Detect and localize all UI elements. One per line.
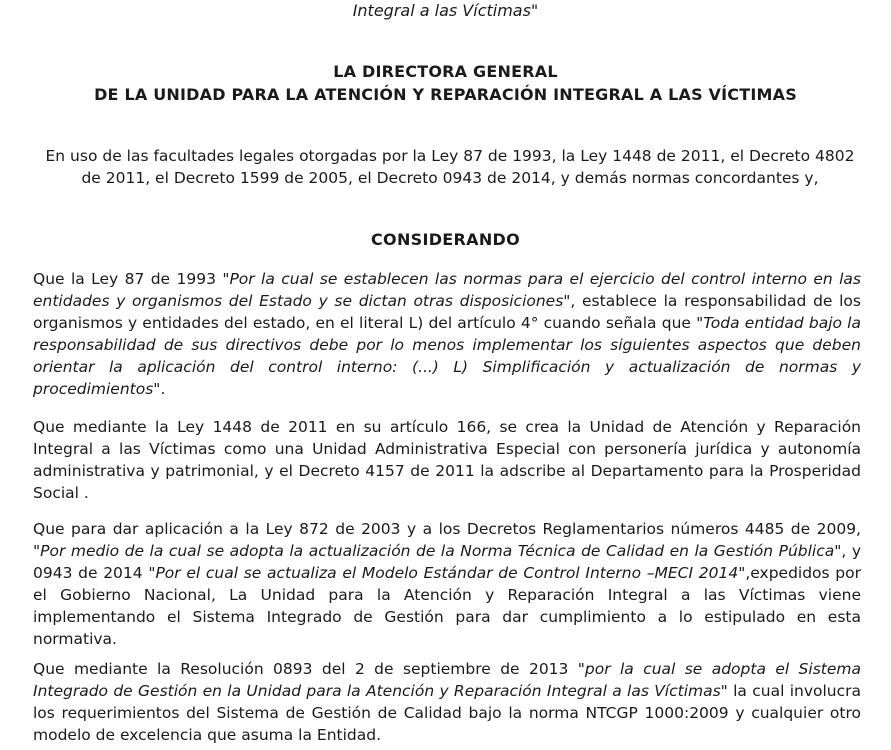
paragraph-3 (33, 518, 861, 650)
paragraph-3-text-a: Que para dar aplicación a la Ley 872 de 2003 y a los Decretos Reglamentarios números 4485 de 2009, (33, 520, 861, 538)
paragraph-1-quote-1: "Por la cual se establecen las normas para el ejercicio del control interno en las entidades y organismos del Estado y se dictan otras disposiciones" (33, 270, 862, 310)
paragraph-1-text-c: , establece la responsabilidad de los organismos y entidades del estado, en el literal L) del artículo 4° cuando señala que (33, 292, 861, 332)
paragraph-1-quote-2: "Toda entidad bajo la responsabilidad de sus directivos debe por lo menos implementar los siguientes aspectos que deben orientar la aplicación del control interno: (...) L) Simplificación y actualización de normas y procedimientos" (33, 314, 861, 398)
header-fragment: Integral a las Víctimas" (352, 1, 539, 20)
title-line-2: DE LA UNIDAD PARA LA ATENCIÓN Y REPARACIÓN INTEGRAL A LAS VÍCTIMAS (94, 85, 797, 104)
paragraph-3-text-e: ,expedidos por el Gobierno Nacional, La Unidad para la Atención y Reparación Integral a las Víctimas viene implementando el Sistema Integrado de Gestión para dar cumplimiento a lo estipulado en esta normativa. (33, 564, 861, 648)
paragraph-1-text-e: . (160, 380, 166, 398)
paragraph-3-quote-1: "Por medio de la cual se adopta la actualización de la Norma Técnica de Calidad en la Gestión Pública" (33, 542, 842, 560)
paragraph-4 (33, 658, 861, 746)
paragraph-3-quote-2: "Por el cual se actualiza el Modelo Estándar de Control Interno –MECI 2014" (148, 564, 746, 582)
paragraph-4-text-a: Que mediante la Resolución 0893 del 2 de septiembre de 2013 (33, 660, 578, 678)
paragraph-3-text-c: , y 0943 de 2014 (33, 542, 861, 582)
paragraph-1-text-a: Que la Ley 87 de 1993 (33, 270, 223, 288)
paragraph-2: Que mediante la Ley 1448 de 2011 en su artículo 166, se crea la Unidad de Atención y Reparación Integral a las Víctimas como una Unidad Administrativa Especial con personería jurídica y autonomía administrativa y patrimonial, y el Decreto 4157 de 2011 la adscribe al Departamento para la Prosperidad Social . (33, 418, 861, 502)
paragraph-4-quote: "por la cual se adopta el Sistema Integrado de Gestión en la Unidad para la Atención y Reparación Integral a las Víctimas" (33, 660, 861, 700)
intro-paragraph: En uso de las facultades legales otorgadas por la Ley 87 de 1993, la Ley 1448 de 2011, el Decreto 4802 de 2011, el Decreto 1599 de 2005, el Decreto 0943 de 2014, y demás normas concordantes y, (45, 147, 855, 187)
paragraph-4-text-c: la cual involucra los requerimientos del Sistema de Gestión de Calidad bajo la norma NTCGP 1000:2009 y cualquier otro modelo de excelencia que asuma la Entidad. (33, 682, 862, 744)
title-line-1: LA DIRECTORA GENERAL (333, 62, 558, 81)
paragraph-1 (33, 268, 861, 400)
considerando-heading: CONSIDERANDO (371, 230, 520, 249)
